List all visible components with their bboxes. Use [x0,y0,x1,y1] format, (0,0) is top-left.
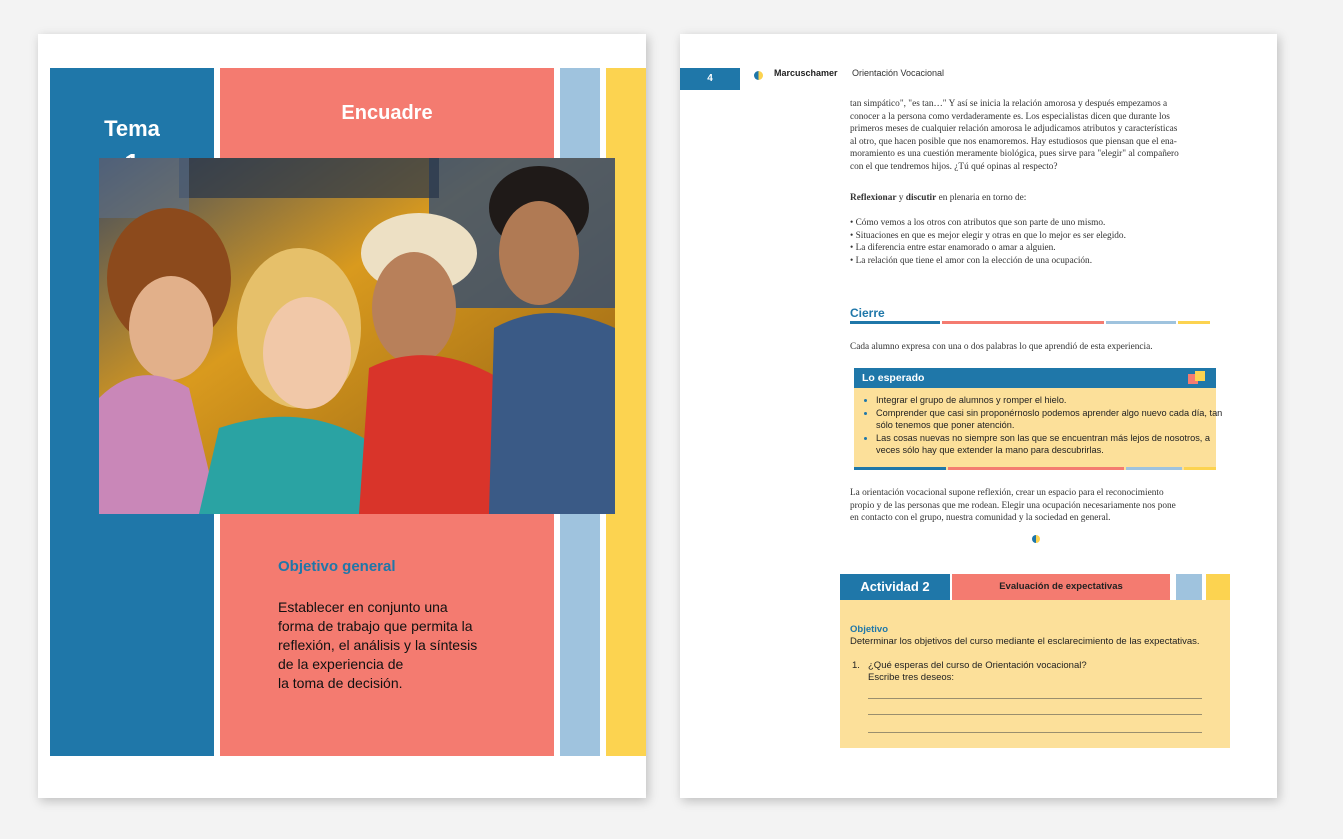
text-line: tan simpático", "es tan…" Y así se inicia la relación amorosa y después empezamos a [850,99,1168,109]
running-head-author: Marcuschamer [774,68,838,78]
list-item: • Las cosas nuevas no siempre son las que se encuentran más lejos de nosotros, a veces sólo hay que extender la mano para descubrirlas. [876,432,1224,457]
activity-objective-heading: Objetivo [850,624,889,635]
objective-line: la toma de decisión. [278,675,403,691]
running-head-title: Orientación Vocacional [852,68,945,78]
answer-line[interactable] [868,698,1202,699]
question-number: 1. [852,660,860,671]
intro-paragraph [850,98,1218,173]
squares-icon [1188,371,1206,385]
page-number: 4 [680,68,740,90]
answer-line[interactable] [868,732,1202,733]
closing-paragraph [850,487,1218,525]
list-item: • Integrar el grupo de alumnos y romper el hielo. [876,394,1224,407]
objective-text [278,598,528,693]
objective-line: de la experiencia de [278,656,404,672]
objective-heading: Objetivo general [278,558,396,575]
students-photo [99,158,615,514]
question-subtext: Escribe tres deseos: [868,672,955,683]
text-line: moramiento es una cuestión meramente biológica, pues sirve para "elegir" al compañero [850,149,1179,159]
reflect-instruction [850,192,1218,205]
esperado-list [862,394,1224,457]
activity-label: Actividad 2 [840,574,950,600]
esperado-title: Lo esperado [862,372,925,384]
text-line: con el que tendremos hijos. ¿Tú qué opinas al respecto? [850,161,1058,172]
text-line: primeros meses de cualquier relación amorosa le adjudicamos atributos y características [850,124,1178,134]
answer-line[interactable] [868,714,1202,715]
text-line: propio y de las personas que me rodean. Elegir una ocupación necesariamente nos pone [850,500,1176,511]
list-item: • La diferencia entre estar enamorado o amar a alguien. [850,242,1218,255]
list-item: • Cómo vemos a los otros con atributos que son parte de uno mismo. [850,217,1218,230]
section-dot-icon [1032,535,1040,543]
activity-box [840,600,1230,748]
right-page [680,34,1277,798]
reflect-rest: en plenaria en torno de: [936,193,1027,203]
text-line: en contacto con el grupo, nuestra comunidad y la sociedad en general. [850,513,1111,523]
decorative-square-yellow [1206,574,1230,600]
text-line: La orientación vocacional supone reflexión, crear un espacio para el reconocimiento [850,488,1164,498]
reflect-connector: y [896,193,906,203]
left-page [38,34,646,798]
discuss-bold: discutir [905,193,937,203]
objective-line: reflexión, el análisis y la síntesis [278,637,478,653]
text-line: al otro, que hacen posible que nos enamoremos. Hay estudiosos que piensan que el ena- [850,136,1177,147]
reflect-list [850,217,1218,267]
tema-word: Tema [104,116,160,141]
objective-line: forma de trabajo que permita la [278,618,473,634]
activity-title: Evaluación de expectativas [952,574,1170,600]
section-rule [850,321,1210,324]
esperado-box [854,368,1223,470]
chapter-title: Encuadre [341,102,433,124]
text-line: conocer a la persona como verdaderamente es. Los especialistas dicen que durante los [850,111,1170,122]
activity-objective-text: Determinar los objetivos del curso mediante el esclarecimiento de las expectativas. [850,636,1200,647]
list-item: • Situaciones en que es mejor elegir y otras en que lo mejor es ser elegido. [850,230,1218,243]
cierre-text: Cada alumno expresa con una o dos palabras lo que aprendió de esta experiencia. [850,342,1153,352]
list-item: • La relación que tiene el amor con la elección de una ocupación. [850,255,1218,268]
objective-line: Establecer en conjunto una [278,599,448,615]
reflect-bold: Reflexionar [850,193,897,203]
question-text: ¿Qué esperas del curso de Orientación vocacional? [868,660,1087,671]
decorative-square-blue [1176,574,1202,600]
esperado-header [854,368,1216,388]
header-dot-icon [754,71,763,80]
cierre-heading: Cierre [850,306,885,320]
list-item: • Comprender que casi sin proponérnoslo podemos aprender algo nuevo cada día, tan sólo tenemos que poner atención. [876,407,1224,432]
box-rule [854,467,1216,470]
